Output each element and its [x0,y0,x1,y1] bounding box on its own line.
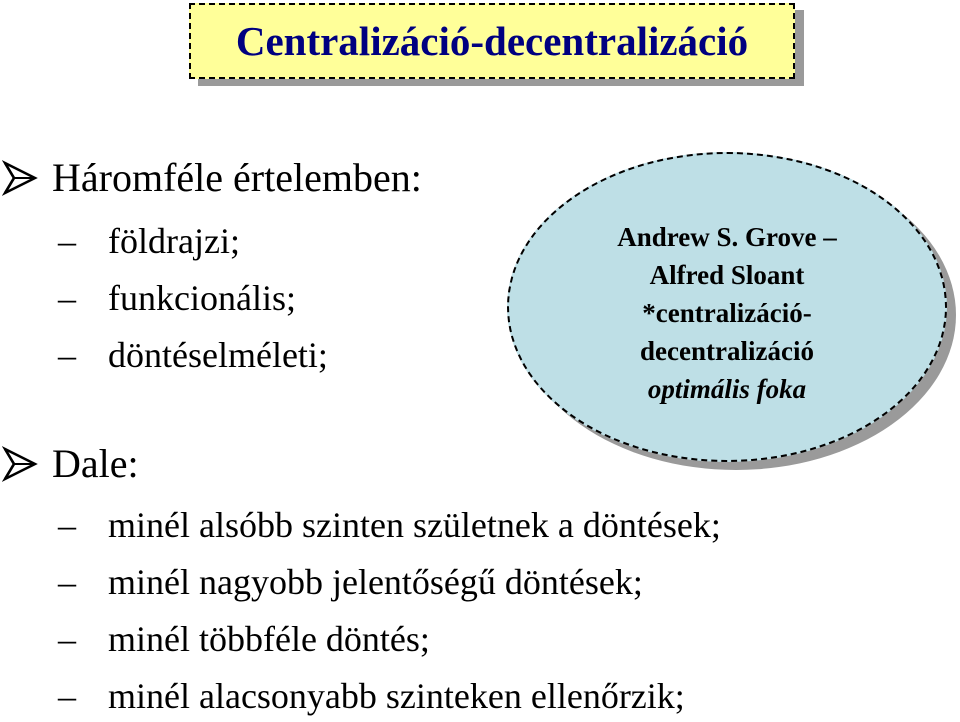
section1-item [58,277,296,319]
section1-item [58,220,240,262]
dash-marker: – [58,335,76,375]
section1-item-text: funkcionális; [108,278,296,318]
section1-item-text: földrajzi; [108,221,240,261]
section1-item [58,334,328,376]
section2-item [58,504,721,546]
slide-title: Centralizáció-decentralizáció [235,18,749,64]
section2-item-text: minél alsóbb szinten születnek a döntések; [108,505,721,545]
section1-heading: Háromféle értelemben: [52,155,422,200]
dash-marker: – [58,562,76,602]
section2-item [58,618,430,660]
arrow-bullet-icon [2,160,40,196]
section2-item-text: minél alacsonyabb szinteken ellenőrzik; [108,676,685,716]
section2-item-text: minél többféle döntés; [108,619,430,659]
dash-marker: – [58,278,76,318]
arrow-bullet-icon [2,446,40,482]
callout-line-2: Alfred Sloant [649,260,805,290]
dash-marker: – [58,676,76,716]
callout-line-5: optimális foka [647,374,807,404]
dash-marker: – [58,505,76,545]
section1-item-text: döntéselméleti; [108,335,328,375]
dash-marker: – [58,221,76,261]
callout-text [507,218,947,408]
callout-line-3: *centralizáció- [642,298,812,328]
section2-heading: Dale: [52,441,139,486]
section2-item-text: minél nagyobb jelentőségű döntések; [108,562,643,602]
title-box [189,3,795,79]
section1-heading-row [0,154,422,201]
section2-item [58,675,685,717]
callout-line-4: decentralizáció [640,336,814,366]
callout-line-1: Andrew S. Grove – [617,222,837,252]
dash-marker: – [58,619,76,659]
section2-item [58,561,643,603]
section2-heading-row [0,440,139,487]
